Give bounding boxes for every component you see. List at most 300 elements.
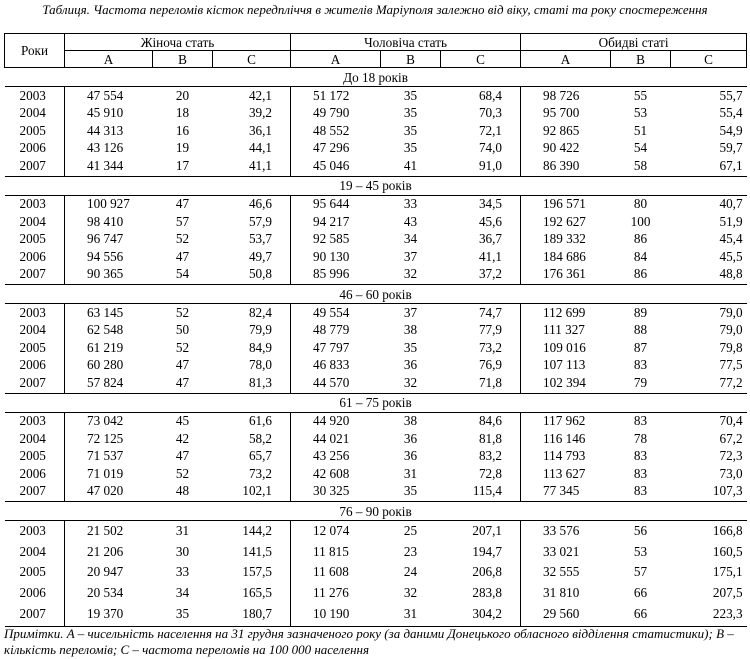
both-c-cell: 45,5 [719,248,743,264]
female-c-cell: 46,6 [213,195,291,213]
both-a-cell: 176 361 [543,266,586,282]
year-cell: 2004 [5,542,65,563]
female-c-cell: 44,1 [213,140,291,158]
table-row [5,562,747,583]
subheader-c: C [671,51,747,68]
both-b-cell: 53 [633,105,648,121]
female-a-cell: 62 548 [87,322,124,338]
both-b-cell: 79 [633,374,648,390]
female-b-cell: 35 [175,606,190,621]
male-a-cell: 46 833 [313,357,350,373]
female-c-cell: 36,1 [213,122,291,140]
both-c-cell: 175,1 [712,564,743,580]
both-a-cell: 102 394 [543,374,586,390]
female-a-cell: 21 502 [87,523,124,539]
male-b-cell: 32 [403,266,418,282]
both-b-cell: 58 [633,157,648,173]
male-c-cell: 81,8 [441,430,521,448]
year-cell: 2006 [5,140,65,158]
male-a-cell: 94 217 [313,213,350,229]
female-b-cell: 52 [175,304,190,320]
female-c-cell: 57,9 [213,213,291,231]
both-b-cell: 54 [633,140,648,156]
both-b-cell: 78 [633,430,648,446]
both-b-cell: 86 [633,231,648,247]
female-a-cell: 94 556 [87,248,124,264]
female-a-cell: 71 019 [87,465,124,481]
fracture-table [4,33,747,627]
both-c-cell: 72,3 [719,448,743,464]
both-a-cell: 32 555 [543,564,580,580]
male-b-cell: 35 [403,122,418,138]
year-cell: 2007 [5,483,65,502]
male-a-cell: 44 021 [313,430,350,446]
female-c-cell: 39,2 [213,105,291,123]
male-a-cell: 48 779 [313,322,350,338]
both-c-cell: 67,1 [719,157,743,173]
female-c-cell: 73,2 [213,465,291,483]
female-header: Жіноча стать [65,34,291,51]
table-row [5,231,747,249]
age-group-row [5,285,747,304]
male-b-cell: 25 [403,523,418,539]
female-c-cell: 79,9 [213,322,291,340]
male-a-cell: 85 996 [313,266,350,282]
age-group-title: 76 – 90 років [5,502,747,521]
both-c-cell: 45,4 [719,231,743,247]
female-b-cell: 30 [175,543,190,559]
female-c-cell: 78,0 [213,357,291,375]
male-header: Чоловіча стать [291,34,521,51]
both-a-cell: 107 113 [543,357,586,373]
age-group-row [5,176,747,195]
header-row-groups [5,34,747,51]
male-c-cell: 68,4 [441,87,521,105]
female-c-cell: 58,2 [213,430,291,448]
both-a-cell: 111 327 [543,322,585,338]
year-cell: 2003 [5,87,65,105]
both-a-cell: 95 700 [543,105,580,121]
male-b-cell: 38 [403,322,418,338]
female-a-cell: 20 947 [87,564,124,580]
female-b-cell: 50 [175,322,190,338]
age-group-title: 19 – 45 років [5,176,747,195]
female-c-cell: 157,5 [213,562,291,583]
age-group-title: До 18 років [5,68,747,87]
subheader-a: A [291,51,381,68]
female-b-cell: 54 [175,266,190,282]
year-cell: 2005 [5,562,65,583]
both-b-cell: 66 [633,584,648,600]
male-c-cell: 72,1 [441,122,521,140]
female-a-cell: 60 280 [87,357,124,373]
subheader-b: B [611,51,671,68]
female-a-cell: 100 927 [87,196,130,212]
male-c-cell: 194,7 [441,542,521,563]
year-cell: 2006 [5,583,65,604]
both-c-cell: 48,8 [719,266,743,282]
table-notes: Примітки. A – чисельність населення на 31 грудня зазначеного року (за даними Донецького обласного відділення статистики); B – кількість переломів; C – частота переломів на 100 000 населення [4,626,734,657]
both-c-cell: 77,5 [719,357,743,373]
both-c-cell: 107,3 [712,483,743,499]
both-a-cell: 92 865 [543,122,580,138]
year-cell: 2005 [5,339,65,357]
male-c-cell: 45,6 [441,213,521,231]
female-a-cell: 21 206 [87,543,124,559]
male-b-cell: 24 [403,564,418,580]
female-a-cell: 63 145 [87,304,124,320]
female-a-cell: 20 534 [87,584,124,600]
male-a-cell: 42 608 [313,465,350,481]
male-a-cell: 49 554 [313,304,350,320]
female-c-cell: 41,1 [213,157,291,176]
female-c-cell: 141,5 [213,542,291,563]
female-b-cell: 47 [175,357,190,373]
female-a-cell: 73 042 [87,413,124,429]
male-b-cell: 23 [403,543,418,559]
table-row [5,521,747,542]
both-c-cell: 67,2 [719,430,743,446]
female-c-cell: 84,9 [213,339,291,357]
subheader-b: B [153,51,213,68]
female-c-cell: 65,7 [213,448,291,466]
male-b-cell: 33 [403,196,418,212]
female-a-cell: 19 370 [87,606,124,621]
male-c-cell: 74,0 [441,140,521,158]
both-b-cell: 88 [633,322,648,338]
female-b-cell: 19 [175,140,190,156]
year-cell: 2005 [5,448,65,466]
both-c-cell: 79,0 [719,304,743,320]
female-a-cell: 47 020 [87,483,124,499]
female-a-cell: 47 554 [87,87,124,103]
table-row [5,304,747,322]
table-row [5,266,747,285]
both-a-cell: 86 390 [543,157,580,173]
male-b-cell: 32 [403,374,418,390]
years-header: Роки [5,34,65,68]
year-cell: 2005 [5,231,65,249]
table-row [5,448,747,466]
both-b-cell: 80 [633,196,648,212]
year-cell: 2007 [5,266,65,285]
both-c-cell: 73,0 [719,465,743,481]
table-row [5,157,747,176]
male-a-cell: 92 585 [313,231,350,247]
table-row [5,339,747,357]
male-a-cell: 11 815 [313,543,349,559]
male-b-cell: 36 [403,357,418,373]
both-a-cell: 33 576 [543,523,580,539]
male-b-cell: 36 [403,430,418,446]
both-b-cell: 66 [633,606,648,621]
male-c-cell: 72,8 [441,465,521,483]
male-c-cell: 37,2 [441,266,521,285]
female-b-cell: 45 [175,413,190,429]
female-b-cell: 42 [175,430,190,446]
male-b-cell: 35 [403,339,418,355]
male-c-cell: 207,1 [441,521,521,542]
table-row [5,322,747,340]
both-a-cell: 192 627 [543,213,586,229]
female-b-cell: 20 [175,87,190,103]
male-c-cell: 83,2 [441,448,521,466]
male-b-cell: 37 [403,304,418,320]
table-row [5,213,747,231]
both-b-cell: 53 [633,543,648,559]
female-b-cell: 16 [175,122,190,138]
female-b-cell: 47 [175,448,190,464]
year-cell: 2003 [5,521,65,542]
male-a-cell: 95 644 [313,196,350,212]
table-row [5,483,747,502]
subheader-b: B [381,51,441,68]
both-b-cell: 89 [633,304,648,320]
male-b-cell: 41 [403,157,418,173]
male-c-cell: 41,1 [441,248,521,266]
male-a-cell: 51 172 [313,87,350,103]
female-c-cell: 165,5 [213,583,291,604]
both-c-cell: 160,5 [712,543,743,559]
male-c-cell: 304,2 [441,603,521,627]
female-a-cell: 41 344 [87,157,124,173]
both-b-cell: 83 [633,483,648,499]
male-a-cell: 90 130 [313,248,350,264]
age-group-title: 61 – 75 років [5,393,747,412]
both-b-cell: 57 [633,564,648,580]
both-b-cell: 84 [633,248,648,264]
both-b-cell: 100 [630,213,651,229]
male-b-cell: 35 [403,87,418,103]
male-a-cell: 43 256 [313,448,350,464]
both-a-cell: 109 016 [543,339,586,355]
year-cell: 2003 [5,304,65,322]
female-a-cell: 57 824 [87,374,124,390]
male-b-cell: 37 [403,248,418,264]
subheader-c: C [213,51,291,68]
female-c-cell: 102,1 [213,483,291,502]
table-row [5,412,747,430]
female-b-cell: 48 [175,483,190,499]
both-header: Обидві статі [521,34,747,51]
year-cell: 2005 [5,122,65,140]
female-b-cell: 47 [175,196,190,212]
male-c-cell: 283,8 [441,583,521,604]
female-c-cell: 49,7 [213,248,291,266]
subheader-a: A [65,51,153,68]
male-b-cell: 36 [403,448,418,464]
table-row [5,374,747,393]
year-cell: 2007 [5,374,65,393]
both-a-cell: 189 332 [543,231,586,247]
male-c-cell: 76,9 [441,357,521,375]
table-row [5,430,747,448]
male-a-cell: 44 570 [313,374,350,390]
female-c-cell: 53,7 [213,231,291,249]
both-c-cell: 55,7 [719,87,743,103]
female-c-cell: 144,2 [213,521,291,542]
female-b-cell: 33 [175,564,190,580]
male-a-cell: 48 552 [313,122,350,138]
female-b-cell: 47 [175,248,190,264]
male-b-cell: 31 [403,465,418,481]
male-b-cell: 35 [403,105,418,121]
both-c-cell: 77,2 [719,374,743,390]
both-a-cell: 114 793 [543,448,586,464]
male-a-cell: 11 608 [313,564,349,580]
female-b-cell: 17 [175,157,190,173]
female-b-cell: 47 [175,374,190,390]
male-c-cell: 36,7 [441,231,521,249]
both-c-cell: 40,7 [719,196,743,212]
both-a-cell: 29 560 [543,606,580,621]
female-a-cell: 96 747 [87,231,124,247]
table-row [5,140,747,158]
both-c-cell: 223,3 [712,606,743,621]
both-c-cell: 207,5 [712,584,743,600]
age-group-row [5,68,747,87]
female-b-cell: 52 [175,465,190,481]
header-row-subcolumns [5,51,747,68]
subheader-c: C [441,51,521,68]
male-c-cell: 74,7 [441,304,521,322]
female-a-cell: 98 410 [87,213,124,229]
table-row [5,542,747,563]
year-cell: 2004 [5,213,65,231]
female-a-cell: 61 219 [87,339,124,355]
both-c-cell: 79,0 [719,322,743,338]
table-row [5,465,747,483]
both-b-cell: 83 [633,357,648,373]
male-c-cell: 34,5 [441,195,521,213]
male-c-cell: 91,0 [441,157,521,176]
table-row [5,357,747,375]
male-c-cell: 206,8 [441,562,521,583]
male-b-cell: 35 [403,140,418,156]
both-c-cell: 70,4 [719,413,743,429]
both-c-cell: 51,9 [719,213,743,229]
female-a-cell: 45 910 [87,105,124,121]
age-group-row [5,502,747,521]
table-row [5,105,747,123]
female-b-cell: 18 [175,105,190,121]
both-a-cell: 77 345 [543,483,580,499]
female-c-cell: 180,7 [213,603,291,627]
both-b-cell: 55 [633,87,648,103]
male-a-cell: 12 074 [313,523,350,539]
both-c-cell: 54,9 [719,122,743,138]
both-c-cell: 55,4 [719,105,743,121]
table-row [5,583,747,604]
male-a-cell: 47 296 [313,140,350,156]
female-b-cell: 34 [175,584,190,600]
female-a-cell: 90 365 [87,266,124,282]
male-b-cell: 31 [403,606,418,621]
female-c-cell: 82,4 [213,304,291,322]
year-cell: 2006 [5,465,65,483]
both-b-cell: 83 [633,448,648,464]
both-c-cell: 59,7 [719,140,743,156]
both-b-cell: 86 [633,266,648,282]
both-b-cell: 83 [633,413,648,429]
male-b-cell: 38 [403,413,418,429]
both-b-cell: 56 [633,523,648,539]
both-b-cell: 51 [633,122,648,138]
table-row [5,248,747,266]
male-b-cell: 35 [403,483,418,499]
both-a-cell: 98 726 [543,87,580,103]
male-a-cell: 11 276 [313,584,349,600]
table-row [5,122,747,140]
male-b-cell: 32 [403,584,418,600]
female-a-cell: 72 125 [87,430,124,446]
male-b-cell: 43 [403,213,418,229]
male-a-cell: 45 046 [313,157,350,173]
both-a-cell: 31 810 [543,584,580,600]
male-a-cell: 10 190 [313,606,350,621]
male-a-cell: 47 797 [313,339,350,355]
both-a-cell: 116 146 [543,430,586,446]
male-c-cell: 71,8 [441,374,521,393]
female-c-cell: 61,6 [213,412,291,430]
female-a-cell: 71 537 [87,448,124,464]
year-cell: 2006 [5,357,65,375]
year-cell: 2004 [5,105,65,123]
table-row [5,603,747,627]
both-a-cell: 117 962 [543,413,586,429]
both-b-cell: 87 [633,339,648,355]
age-group-row [5,393,747,412]
year-cell: 2006 [5,248,65,266]
table-caption: Таблиця. Частота переломів кісток передпліччя в жителів Маріуполя залежно від віку, статі та року спостереження [42,2,708,17]
both-a-cell: 113 627 [543,465,586,481]
male-c-cell: 115,4 [441,483,521,502]
male-c-cell: 73,2 [441,339,521,357]
male-c-cell: 84,6 [441,412,521,430]
female-b-cell: 31 [175,523,190,539]
female-b-cell: 57 [175,213,190,229]
female-c-cell: 42,1 [213,87,291,105]
both-b-cell: 83 [633,465,648,481]
year-cell: 2007 [5,603,65,627]
year-cell: 2003 [5,412,65,430]
both-a-cell: 112 699 [543,304,586,320]
year-cell: 2007 [5,157,65,176]
female-c-cell: 50,8 [213,266,291,285]
both-c-cell: 79,8 [719,339,743,355]
female-c-cell: 81,3 [213,374,291,393]
female-b-cell: 52 [175,231,190,247]
female-a-cell: 44 313 [87,122,124,138]
male-c-cell: 70,3 [441,105,521,123]
year-cell: 2003 [5,195,65,213]
subheader-a: A [521,51,611,68]
male-c-cell: 77,9 [441,322,521,340]
age-group-title: 46 – 60 років [5,285,747,304]
both-c-cell: 166,8 [712,523,743,539]
both-a-cell: 33 021 [543,543,580,559]
year-cell: 2004 [5,430,65,448]
table-row [5,87,747,105]
both-a-cell: 90 422 [543,140,580,156]
male-a-cell: 30 325 [313,483,350,499]
female-b-cell: 52 [175,339,190,355]
table-row [5,195,747,213]
male-a-cell: 44 920 [313,413,350,429]
table-body [5,68,747,627]
both-a-cell: 184 686 [543,248,586,264]
female-a-cell: 43 126 [87,140,124,156]
